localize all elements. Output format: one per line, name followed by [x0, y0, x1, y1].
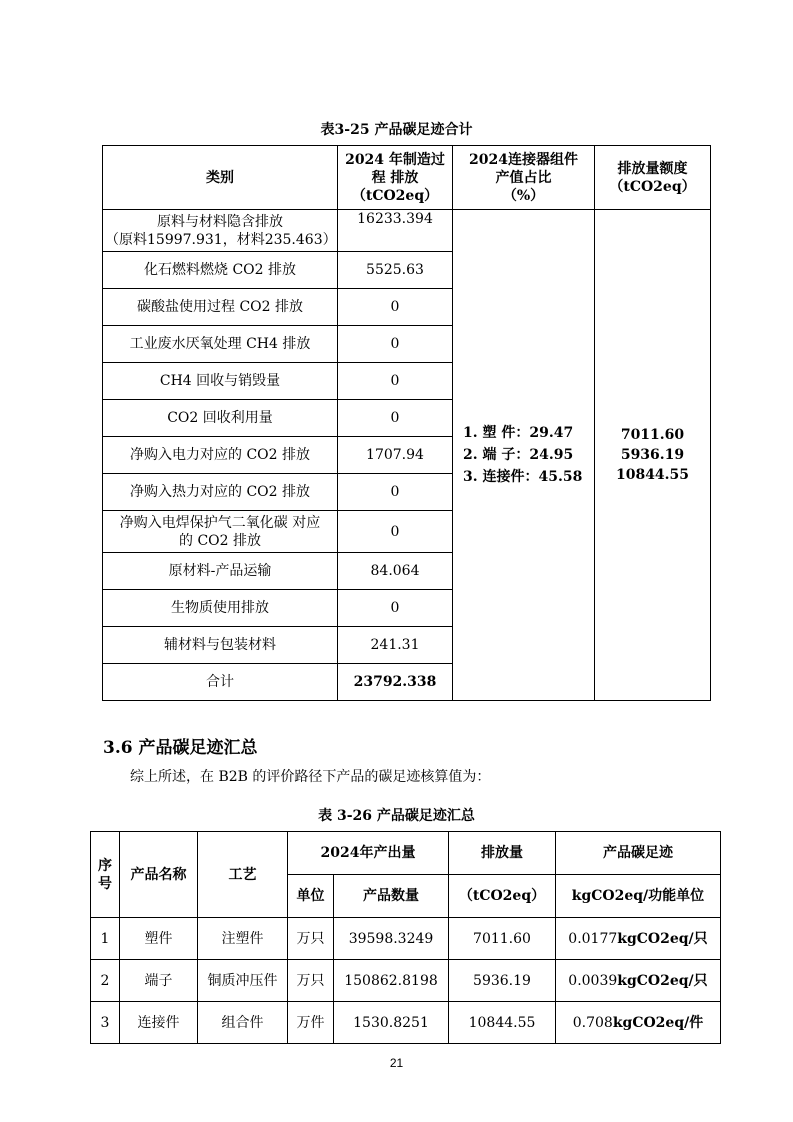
header-footprint-unit: kgCO2eq/功能单位 — [556, 875, 721, 918]
row-category: 原材料-产品运输 — [103, 553, 338, 590]
row-value: 0 — [338, 474, 453, 511]
total-label: 合计 — [103, 664, 338, 701]
cell-footprint — [556, 1002, 721, 1044]
header-emission-unit: （tCO2eq） — [449, 875, 556, 918]
cell-product: 塑件 — [120, 918, 198, 960]
table-row — [91, 1002, 721, 1044]
row-category: 净购入热力对应的 CO2 排放 — [103, 474, 338, 511]
header-seq-line2: 号 — [98, 875, 112, 892]
cell-footprint — [556, 918, 721, 960]
row-category: 净购入电力对应的 CO2 排放 — [103, 437, 338, 474]
header-quota-line1: 排放量额度 — [617, 160, 688, 177]
section-heading: 3.6 产品碳足迹汇总 — [103, 738, 258, 758]
product-footprint-summary-table — [90, 831, 721, 1044]
cell-seq: 1 — [91, 918, 120, 960]
footprint-unit: kgCO2eq/只 — [617, 972, 708, 989]
header-quantity: 产品数量 — [334, 875, 449, 918]
footprint-unit: kgCO2eq/件 — [612, 1014, 704, 1031]
cell-quantity: 1530.8251 — [334, 1002, 449, 1044]
cell-process: 铜质冲压件 — [198, 960, 288, 1002]
table-row — [91, 960, 721, 1002]
row-category: 生物质使用排放 — [103, 590, 338, 627]
header-product: 产品名称 — [120, 832, 198, 918]
cell-unit: 万只 — [288, 960, 334, 1002]
row-category: CH4 回收与销毁量 — [103, 363, 338, 400]
row-category-line2: （原料15997.931，材料235.463） — [105, 231, 337, 248]
table2-caption: 表 3-26 产品碳足迹汇总 — [318, 808, 475, 824]
cell-unit: 万件 — [288, 1002, 334, 1044]
header-quota-unit: （tCO2eq） — [609, 178, 696, 195]
cell-process: 组合件 — [198, 1002, 288, 1044]
header-unit: 单位 — [288, 875, 334, 918]
cell-emission: 5936.19 — [449, 960, 556, 1002]
row-category — [103, 511, 338, 553]
header-output: 2024年产出量 — [288, 832, 449, 875]
header-emission-2024-line1: 2024 年制造过 — [345, 151, 445, 168]
table1-caption: 表3-25 产品碳足迹合计 — [320, 122, 473, 138]
header-seq — [91, 832, 120, 918]
row-value: 0 — [338, 326, 453, 363]
row-category — [103, 210, 338, 252]
row-value: 0 — [338, 511, 453, 553]
row-value: 16233.394 — [338, 210, 453, 252]
quota-item: 5936.19 — [620, 447, 685, 463]
table-row — [91, 918, 721, 960]
share-item: 1. 塑 件：29.47 — [463, 425, 574, 441]
row-value: 1707.94 — [338, 437, 453, 474]
row-category: 化石燃料燃烧 CO2 排放 — [103, 252, 338, 289]
cell-emission: 7011.60 — [449, 918, 556, 960]
row-category: 辅材料与包装材料 — [103, 627, 338, 664]
header-emission-2024-line2: 程 排放 — [371, 169, 419, 186]
header-emission-2024-unit: （tCO2eq） — [351, 187, 439, 204]
header-share-unit: （%） — [502, 187, 545, 204]
share-item: 3. 连接件：45.58 — [463, 469, 583, 485]
header-seq-line1: 序 — [98, 857, 112, 874]
carbon-footprint-total-table — [102, 145, 711, 701]
header-share-line1: 2024连接器组件 — [469, 151, 578, 168]
row-category-line1: 原料与材料隐含排放 — [157, 213, 283, 230]
header-share-line2: 产值占比 — [495, 169, 552, 186]
row-value: 0 — [338, 289, 453, 326]
cell-seq: 3 — [91, 1002, 120, 1044]
quota-item: 10844.55 — [615, 467, 690, 483]
header-share — [453, 146, 595, 210]
header-category: 类别 — [103, 146, 338, 210]
footprint-value: 0.0039 — [568, 972, 618, 989]
header-quota — [595, 146, 711, 210]
row-value: 84.064 — [338, 553, 453, 590]
cell-process: 注塑件 — [198, 918, 288, 960]
cell-product: 端子 — [120, 960, 198, 1002]
row-value: 241.31 — [338, 627, 453, 664]
row-category: 工业废水厌氧处理 CH4 排放 — [103, 326, 338, 363]
quota-item: 7011.60 — [620, 427, 685, 443]
row-category: CO2 回收利用量 — [103, 400, 338, 437]
total-value: 23792.338 — [338, 664, 453, 701]
share-item: 2. 端 子：24.95 — [463, 447, 574, 463]
row-value: 5525.63 — [338, 252, 453, 289]
header-emission-2024 — [338, 146, 453, 210]
row-category-line2: 的 CO2 排放 — [179, 532, 261, 549]
cell-footprint — [556, 960, 721, 1002]
share-list — [453, 210, 595, 701]
quota-list — [595, 210, 711, 701]
cell-quantity: 150862.8198 — [334, 960, 449, 1002]
row-category-line1: 净购入电焊保护气二氧化碳 对应 — [119, 514, 321, 531]
header-process: 工艺 — [198, 832, 288, 918]
table-row — [103, 210, 711, 252]
cell-seq: 2 — [91, 960, 120, 1002]
row-category: 碳酸盐使用过程 CO2 排放 — [103, 289, 338, 326]
header-emission: 排放量 — [449, 832, 556, 875]
cell-product: 连接件 — [120, 1002, 198, 1044]
row-value: 0 — [338, 400, 453, 437]
cell-quantity: 39598.3249 — [334, 918, 449, 960]
page-number: 21 — [389, 1056, 404, 1070]
cell-emission: 10844.55 — [449, 1002, 556, 1044]
cell-unit: 万只 — [288, 918, 334, 960]
footprint-value: 0.0177 — [568, 930, 618, 947]
header-footprint: 产品碳足迹 — [556, 832, 721, 875]
row-value: 0 — [338, 363, 453, 400]
summary-paragraph: 综上所述，在 B2B 的评价路径下产品的碳足迹核算值为： — [130, 769, 491, 785]
row-value: 0 — [338, 590, 453, 627]
footprint-value: 0.708 — [572, 1014, 613, 1031]
footprint-unit: kgCO2eq/只 — [617, 930, 708, 947]
